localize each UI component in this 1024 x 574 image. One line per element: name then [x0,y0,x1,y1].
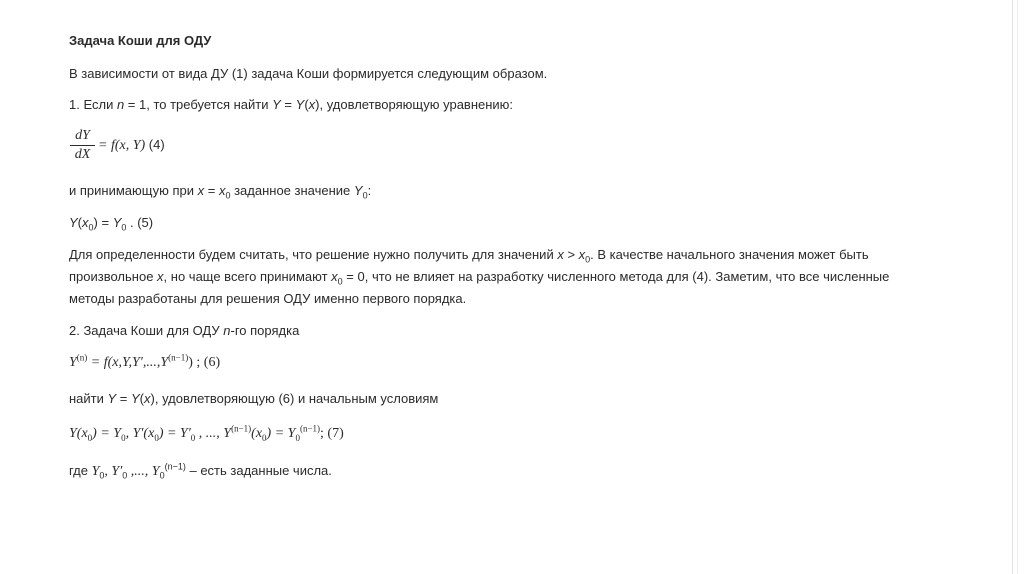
var-Y0: Y [91,464,100,479]
text-segment: = [204,183,219,198]
paragraph-line-1 [69,247,869,263]
intro-text: В зависимости от вида ДУ (1) задача Коши формируется следующим образом. [69,66,548,81]
var-x: x [157,269,164,284]
var-x0: x [331,269,338,284]
text-segment: = 1, то требуется найти [124,97,273,112]
subscript: 0 [585,254,591,265]
text-segment: – есть заданные числа. [185,463,332,478]
subscript: 0 [159,470,165,481]
text-segment: где [69,463,92,478]
equation-part: , ..., Y [195,426,232,441]
text-segment: 2. Задача Коши для ОДУ [69,323,224,338]
text-segment: заданное значение [230,183,354,198]
page-title: Задача Коши для ОДУ [69,33,212,48]
var-x0: x [218,183,226,198]
fraction-denominator: dX [74,147,91,162]
subscript: 0 [262,432,267,443]
equation-rhs: = f(x, Y) [98,138,146,153]
text-segment: ( [139,391,145,406]
text-segment: найти [69,391,108,406]
text-segment: 1. Если [69,97,117,112]
case1-text [69,97,513,113]
var-x: x [308,97,316,112]
var-Y: Y [131,391,140,406]
slide-border [1012,0,1013,574]
equation-4-fraction [70,128,95,163]
text-segment: ( [77,215,83,230]
superscript: (n−1) [168,352,189,363]
text-segment: и принимающую при [69,183,198,198]
equation-part: ) = Y [92,426,122,441]
equation-part: ) = Y [266,426,296,441]
case2-text [69,323,299,339]
equation-part: ) = Y′ [158,426,191,441]
equation-part: , Y′(x [125,426,155,441]
subscript: 0 [190,432,196,443]
subscript: 0 [362,190,368,201]
text-segment: = [280,97,296,112]
equation-5 [69,215,153,231]
text-segment: , но чаще всего принимают [163,269,332,284]
var-Y0: Y [112,215,122,230]
text-segment: ), удовлетворяющую уравнению: [315,97,514,112]
text-segment: : [367,183,372,198]
var-Y0-n-1: ,..., Y [127,464,160,479]
subscript: 0 [225,190,231,201]
find-text [69,391,438,407]
given-text [69,463,332,480]
subscript: 0 [88,222,94,233]
text-segment: ) = [93,215,113,230]
condition-text [69,183,371,199]
var-x: x [144,391,151,406]
var-x: x [82,215,89,230]
text-segment: = 0, что не влияет на разработку численного метода для (4). Заметим, что все численные [342,269,890,284]
equation-7 [69,423,344,443]
equation-label: ; (7) [320,426,344,441]
text-segment: Для определенности будем считать, что решение нужно получить для значений [69,247,558,262]
subscript: 0 [337,276,343,287]
var-x: x [557,247,564,262]
paragraph-line-3: методы разработаны для решения ОДУ именно первого порядка. [69,291,467,306]
var-Y: Y [295,97,305,112]
equation-part: (x [251,426,263,441]
var-Y0: Y [353,183,363,198]
subscript: 0 [154,432,159,443]
equation-label: (4) [148,137,165,152]
subscript: 0 [295,432,300,443]
text-segment: ( [304,97,309,112]
var-Y: Y [107,391,117,406]
equation-label: ) ; (6) [188,355,221,370]
var-Y: Y [272,97,281,112]
var-Y: Y [69,215,78,230]
text-segment: ), удовлетворяющую (6) и начальным условиям [150,391,439,406]
equation-6 [69,352,221,371]
slide-border-shadow [1017,0,1018,574]
text-segment: -го порядка [230,323,300,338]
paragraph-line-2 [69,269,889,285]
subscript: 0 [121,432,126,443]
superscript: (n−1) [231,423,252,434]
subscript: 0 [87,432,93,443]
fraction-bar [70,145,95,146]
subscript: 0 [121,222,127,233]
equation-part: Y(x [69,426,88,441]
var-n: n [223,323,231,338]
superscript: (n−1) [164,461,186,472]
fraction-numerator: dY [75,128,90,143]
superscript: (n) [76,352,88,363]
var-x: x [197,183,205,198]
subscript: 0 [122,470,128,481]
var-Y0-prime: , Y′ [104,464,123,479]
text-segment: . (5) [126,215,154,230]
var-n: n [116,97,125,112]
equation-4-rhs [98,137,165,154]
subscript: 0 [99,470,105,481]
equation-rhs: = f(x,Y,Y′,...,Y [87,355,169,370]
superscript: (n−1) [299,423,321,434]
var-x0: x [578,247,586,262]
text-segment: . В качестве начального значения может быть [590,247,869,262]
text-segment: > [563,247,579,262]
text-segment: = [116,391,131,406]
var-Y: Y [69,355,77,370]
text-segment: произвольное [69,269,158,284]
